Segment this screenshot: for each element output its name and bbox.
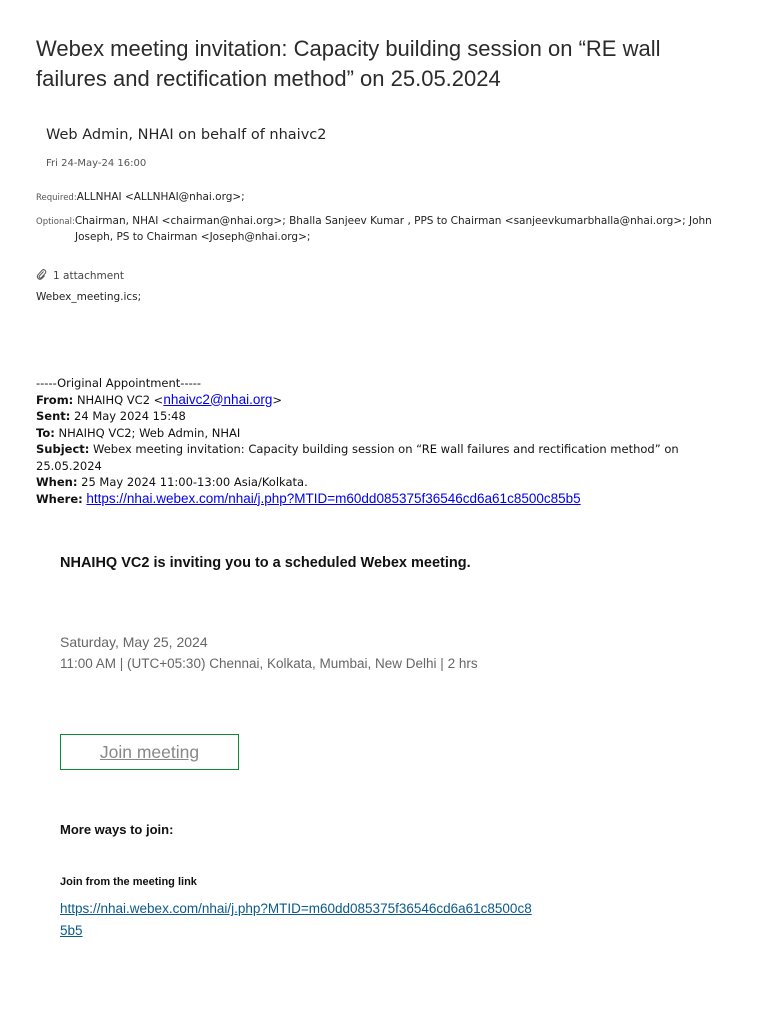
join-from-link-heading: Join from the meeting link (60, 876, 197, 888)
from-label: From: (36, 392, 74, 407)
where-label: Where: (36, 491, 83, 506)
sent-value: 24 May 2024 15:48 (74, 409, 186, 423)
required-label: Required: (36, 193, 77, 203)
subject-label: Subject: (36, 442, 90, 456)
from-line (36, 392, 726, 409)
to-label: To: (36, 425, 55, 440)
from-email-link[interactable]: nhaivc2@nhai.org (163, 391, 273, 407)
from-close: > (272, 392, 282, 407)
more-ways-heading: More ways to join: (60, 822, 174, 837)
paperclip-icon (36, 268, 47, 284)
meeting-link[interactable] (60, 898, 540, 942)
email-subject: Webex meeting invitation: Capacity building session on “RE wall failures and rectification method” on 25.05.2024 (36, 36, 661, 91)
original-header: -----Original Appointment----- (36, 376, 202, 390)
meeting-link-line1[interactable]: https://nhai.webex.com/nhai/j.php?MTID=m60dd085375f36546cd6a61c8500c8 (60, 901, 532, 916)
meeting-link-line2[interactable]: 5b5 (60, 923, 83, 938)
from-name: NHAIHQ VC2 < (76, 392, 164, 407)
invite-heading: NHAIHQ VC2 is inviting you to a scheduled Webex meeting. (60, 555, 471, 571)
when-line (36, 474, 726, 491)
meeting-time: 11:00 AM | (UTC+05:30) Chennai, Kolkata, Mumbai, New Delhi | 2 hrs (60, 656, 478, 671)
sender-name[interactable]: Web Admin, NHAI on behalf of nhaivc2 (46, 127, 327, 143)
original-appointment (36, 375, 726, 507)
meeting-date: Saturday, May 25, 2024 (60, 634, 208, 650)
optional-list-line1[interactable]: Chairman, NHAI <chairman@nhai.org>; Bhalla Sanjeev Kumar , PPS to Chairman <sanjeevkumarbhalla@nhai.org>; John (74, 215, 712, 227)
optional-list-line2[interactable]: Joseph, PS to Chairman <Joseph@nhai.org>; (75, 231, 311, 243)
sent-line (36, 408, 726, 425)
join-meeting-label: Join meeting (99, 741, 200, 762)
when-label: When: (36, 475, 78, 489)
attachment-file[interactable]: Webex_meeting.ics; (36, 291, 142, 303)
subject-value: Webex meeting invitation: Capacity building session on “RE wall failures and rectification method” on 25.05.2024 (36, 442, 679, 473)
required-recipients (36, 190, 245, 206)
where-line (36, 491, 726, 508)
attachment-summary[interactable] (36, 268, 124, 284)
sent-label: Sent: (36, 409, 71, 423)
to-line (36, 425, 726, 442)
required-list[interactable]: ALLNHAI <ALLNHAI@nhai.org>; (76, 191, 245, 203)
optional-recipients (36, 214, 716, 245)
when-value: 25 May 2024 11:00-13:00 Asia/Kolkata. (81, 475, 308, 489)
sent-date: Fri 24-May-24 16:00 (46, 158, 147, 169)
where-link[interactable]: https://nhai.webex.com/nhai/j.php?MTID=m60dd085375f36546cd6a61c8500c85b5 (86, 490, 581, 506)
attachment-count: 1 attachment (53, 270, 125, 282)
optional-label: Optional: (36, 217, 75, 227)
to-value: NHAIHQ VC2; Web Admin, NHAI (58, 425, 241, 440)
join-meeting-button[interactable] (60, 734, 239, 770)
subject-line (36, 441, 726, 474)
